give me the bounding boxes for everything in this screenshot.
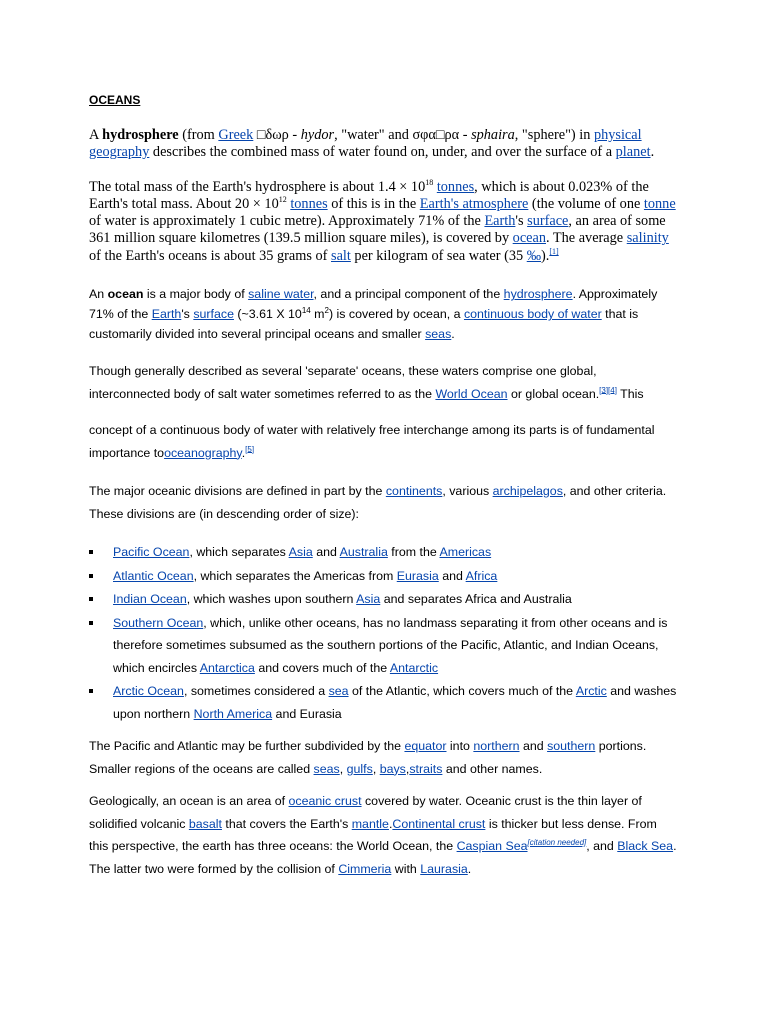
- text: that covers the Earth's: [221, 816, 352, 831]
- text: or global ocean.: [507, 386, 600, 401]
- text: that is customarily divided into several principal oceans and smaller: [89, 307, 639, 342]
- paragraph-ocean-definition: [89, 284, 679, 344]
- link-bays[interactable]: bays: [379, 761, 406, 776]
- bullet-icon: [89, 621, 93, 625]
- bullet-icon: [89, 574, 93, 578]
- link-greek[interactable]: Greek: [218, 127, 254, 143]
- reference-link-1[interactable]: [1]: [549, 247, 559, 257]
- link-caspian-sea[interactable]: Caspian Sea: [456, 839, 528, 854]
- italic-hydor: hydor: [300, 127, 335, 143]
- link-atlantic-ocean[interactable]: Atlantic Ocean: [113, 568, 194, 583]
- text: describes the combined mass of water found on, under, and over the surface of a: [149, 144, 616, 161]
- link-planet[interactable]: planet: [615, 144, 651, 161]
- text: , which separates: [189, 545, 289, 560]
- text: .: [388, 816, 393, 831]
- link-equator[interactable]: equator: [404, 739, 447, 754]
- text: is thicker but less dense. From this perspective, the earth has three oceans: the World Ocean, the: [89, 816, 657, 854]
- link-tonnes-2[interactable]: tonnes: [290, 195, 328, 212]
- text: , "sphere") in: [514, 127, 594, 143]
- list-item: [89, 541, 679, 564]
- link-continents[interactable]: continents: [385, 484, 443, 499]
- link-straits[interactable]: straits: [409, 761, 443, 776]
- text: The Pacific and Atlantic may be further subdivided by the: [89, 739, 405, 754]
- link-earths-atmosphere[interactable]: Earth's atmosphere: [419, 195, 529, 212]
- paragraph-mass: [89, 179, 679, 265]
- text: and Eurasia: [272, 706, 342, 721]
- link-pacific-ocean[interactable]: Pacific Ocean: [113, 545, 190, 560]
- text: , and other criteria. These divisions are (in descending order of size):: [89, 484, 667, 521]
- link-physical-geography[interactable]: physical geography: [89, 127, 642, 161]
- text: portions. Smaller regions of the oceans are called: [89, 739, 647, 776]
- citation-needed-link[interactable]: [citation needed]: [527, 837, 587, 847]
- link-hydrosphere[interactable]: hydrosphere: [503, 287, 573, 302]
- link-continuous-body-of-water[interactable]: continuous body of water: [463, 307, 602, 322]
- list-item: [89, 680, 679, 725]
- link-salt[interactable]: salt: [331, 247, 351, 264]
- text: An: [89, 287, 108, 302]
- reference-link-3-4[interactable]: [3][4]: [599, 385, 617, 395]
- link-northern[interactable]: northern: [473, 739, 520, 754]
- text: , which separates the Americas from: [193, 568, 397, 583]
- link-gulfs[interactable]: gulfs: [346, 761, 373, 776]
- bold-term-ocean: ocean: [107, 287, 144, 302]
- paragraph-concept: [89, 419, 679, 464]
- text: .: [451, 327, 455, 342]
- superscript: 2: [324, 305, 329, 315]
- text: and: [438, 568, 466, 583]
- text: . Approximately 71% of the: [89, 287, 658, 322]
- link-earth[interactable]: Earth: [484, 213, 516, 230]
- link-archipelagos[interactable]: archipelagos: [492, 484, 563, 499]
- text: (~3.61 X 10: [233, 307, 302, 322]
- text: , "water" and σφα□ρα -: [334, 127, 472, 143]
- text: ,: [339, 761, 347, 776]
- text: .: [241, 445, 246, 460]
- link-australia[interactable]: Australia: [339, 545, 388, 560]
- text: Geologically, an ocean is an area of: [89, 794, 289, 809]
- text: ,: [372, 761, 380, 776]
- link-antarctica[interactable]: Antarctica: [199, 660, 255, 675]
- link-salinity[interactable]: salinity: [626, 230, 669, 247]
- text: 's: [181, 307, 194, 322]
- link-indian-ocean[interactable]: Indian Ocean: [113, 592, 187, 607]
- text: of the Earth's oceans is about 35 grams of: [89, 247, 331, 264]
- bullet-icon: [89, 597, 93, 601]
- text: , various: [442, 484, 493, 499]
- bold-term-hydrosphere: hydrosphere: [102, 127, 179, 143]
- text: The major oceanic divisions are defined in part by the: [89, 484, 386, 499]
- text: with: [391, 861, 421, 876]
- text: , which washes upon southern: [186, 592, 357, 607]
- superscript: 14: [301, 305, 311, 315]
- list-item: [89, 612, 679, 680]
- link-oceanic-crust[interactable]: oceanic crust: [288, 794, 362, 809]
- link-black-sea[interactable]: Black Sea: [617, 839, 674, 854]
- list-item: [89, 588, 679, 611]
- text: , an area of some 361 million square kilometres (139.5 million square miles), is covered by: [89, 213, 666, 247]
- page-title: OCEANS: [89, 93, 141, 107]
- text: , and: [586, 839, 618, 854]
- link-mantle[interactable]: mantle: [351, 816, 389, 831]
- link-southern[interactable]: southern: [547, 739, 596, 754]
- text: of this is in the: [327, 195, 420, 212]
- text: and covers much of the: [254, 660, 390, 675]
- bullet-icon: [89, 689, 93, 693]
- text: and: [312, 545, 340, 560]
- link-asia[interactable]: Asia: [288, 545, 313, 560]
- text: This: [616, 386, 644, 401]
- text: (the volume of one: [528, 195, 644, 212]
- superscript: 12: [278, 195, 287, 205]
- paragraph-geology: [89, 790, 679, 880]
- document-page: [89, 92, 679, 880]
- text: ) is covered by ocean, a: [328, 307, 464, 322]
- link-tonne[interactable]: tonne: [643, 195, 676, 212]
- text: , which is about 0.023% of the Earth's total mass. About 20 × 10: [89, 178, 649, 212]
- text: , and a principal component of the: [313, 287, 504, 302]
- link-world-ocean[interactable]: World Ocean: [435, 386, 508, 401]
- text: ).: [541, 247, 550, 264]
- text: m: [310, 307, 325, 322]
- text: and: [519, 739, 548, 754]
- link-surface[interactable]: surface: [527, 213, 569, 230]
- text: and washes upon northern: [113, 684, 677, 721]
- text: of the Atlantic, which covers much of the: [348, 684, 576, 699]
- link-laurasia[interactable]: Laurasia: [420, 861, 468, 876]
- link-antarctic[interactable]: Antarctic: [389, 660, 439, 675]
- italic-sphaira: sphaira: [471, 127, 515, 143]
- text: concept of a continuous body of water with relatively free interchange among its parts is of fundamental importance to: [89, 423, 655, 460]
- text: ,: [405, 761, 410, 776]
- link-arctic-ocean[interactable]: Arctic Ocean: [113, 684, 184, 699]
- text: . The average: [546, 230, 627, 247]
- bullet-icon: [89, 550, 93, 554]
- text: 's: [515, 213, 528, 230]
- text: from the: [387, 545, 440, 560]
- text: □δωρ -: [253, 127, 301, 143]
- link-seas-2[interactable]: seas: [313, 761, 340, 776]
- text: of water is approximately 1 cubic metre). Approximately 71% of the: [89, 213, 485, 230]
- reference-link-5[interactable]: [5]: [245, 444, 255, 454]
- paragraph-divisions: [89, 480, 679, 525]
- link-cimmeria[interactable]: Cimmeria: [338, 861, 392, 876]
- text: (from: [178, 127, 219, 143]
- list-item: [89, 565, 679, 588]
- link-basalt[interactable]: basalt: [188, 816, 222, 831]
- link-surface[interactable]: surface: [193, 307, 234, 322]
- link-ocean[interactable]: ocean: [512, 230, 547, 247]
- link-seas[interactable]: seas: [425, 327, 452, 342]
- link-africa[interactable]: Africa: [465, 568, 498, 583]
- link-saline-water[interactable]: saline water: [248, 287, 314, 302]
- link-continental-crust[interactable]: Continental crust: [392, 816, 486, 831]
- paragraph-subdivisions: [89, 735, 679, 780]
- link-southern-ocean[interactable]: Southern Ocean: [113, 615, 204, 630]
- link-tonnes[interactable]: tonnes: [436, 178, 475, 195]
- text: and separates Africa and Australia: [380, 592, 572, 607]
- paragraph-hydrosphere: [89, 127, 679, 162]
- text: into: [446, 739, 474, 754]
- link-sea[interactable]: sea: [328, 684, 349, 699]
- link-north-america[interactable]: North America: [193, 706, 273, 721]
- link-earth[interactable]: Earth: [151, 307, 182, 322]
- text: The total mass of the Earth's hydrosphere is about 1.4 × 10: [89, 178, 426, 195]
- paragraph-world-ocean: [89, 360, 679, 405]
- link-americas[interactable]: Americas: [439, 545, 492, 560]
- text: A: [89, 127, 103, 143]
- text: . The latter two were formed by the collision of: [89, 839, 677, 876]
- text: , sometimes considered a: [183, 684, 329, 699]
- text: .: [650, 144, 655, 161]
- link-eurasia[interactable]: Eurasia: [396, 568, 439, 583]
- text: and other names.: [442, 761, 543, 776]
- text: is a major body of: [143, 287, 249, 302]
- link-permil[interactable]: ‰: [526, 247, 542, 264]
- link-oceanography[interactable]: oceanography: [164, 445, 242, 460]
- ocean-list: [89, 541, 679, 725]
- text: per kilogram of sea water (35: [350, 247, 527, 264]
- text: covered by water. Oceanic crust is the thin layer of solidified volcanic: [89, 794, 642, 831]
- link-asia-2[interactable]: Asia: [356, 592, 381, 607]
- superscript: 18: [425, 177, 434, 187]
- text: .: [467, 861, 472, 876]
- text: Though generally described as several 'separate' oceans, these waters comprise one global, interconnected body of salt water sometimes referred to as the: [89, 364, 597, 401]
- text: , which, unlike other oceans, has no landmass separating it from other oceans and is therefore sometimes subsumed as the southern portions of the Pacific, Atlantic, and Indian Oceans, which encircles: [113, 615, 668, 675]
- link-arctic[interactable]: Arctic: [575, 684, 607, 699]
